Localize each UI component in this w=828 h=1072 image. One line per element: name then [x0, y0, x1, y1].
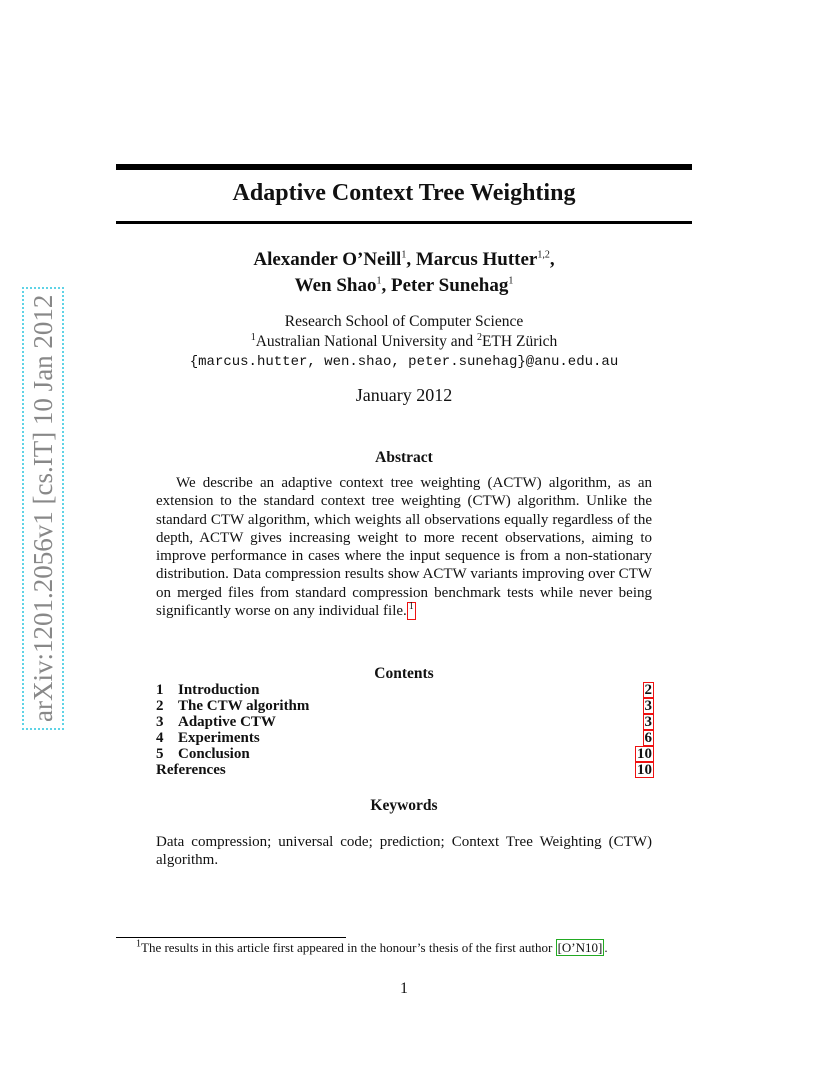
toc-number: 2 — [156, 698, 164, 714]
title-rule-top — [116, 164, 692, 170]
arxiv-stamp[interactable]: arXiv:1201.2056v1 [cs.IT] 10 Jan 2012 — [22, 287, 64, 730]
author-affil-mark: 1 — [508, 275, 514, 287]
footnote-link[interactable] — [407, 602, 416, 620]
toc-page-link[interactable]: 3 — [644, 714, 652, 730]
table-of-contents — [156, 682, 654, 778]
toc-entry[interactable] — [156, 762, 654, 778]
page-number: 1 — [400, 980, 408, 997]
author-name: Marcus Hutter — [415, 249, 538, 270]
toc-page-link[interactable]: 3 — [644, 698, 652, 714]
footnote-mark: 1 — [136, 938, 141, 950]
toc-label: Conclusion — [178, 746, 250, 762]
affiliation-eth: ETH Zürich — [481, 333, 558, 350]
toc-number: 1 — [156, 682, 164, 698]
toc-entry[interactable] — [156, 714, 654, 730]
toc-entry[interactable] — [156, 730, 654, 746]
footnote-text: The results in this article first appeared in the honour’s thesis of the first author — [141, 940, 556, 955]
affiliation-school: Research School of Computer Science — [284, 313, 524, 330]
affiliations — [116, 312, 692, 372]
author-affil-mark: 1,2 — [537, 249, 550, 261]
abstract-text: We describe an adaptive context tree weighting (ACTW) algorithm, as an extension to the standard context tree weighting (CTW) algorithm. Unlike the standard CTW algorithm, which weights all observations equally regardless of the depth, ACTW gives increasing weight to more recent observations, aiming to improve performance in cases where the input sequence is from a non-stationary distribution. Data compression results show ACTW variants improving over CTW on merged files from standard compression benchmark tests while never being significantly worse on any individual file. — [156, 475, 652, 620]
affil-mark: 1 — [250, 331, 256, 343]
toc-number: 4 — [156, 730, 164, 746]
toc-page-link[interactable]: 10 — [637, 762, 652, 778]
toc-page-link[interactable]: 10 — [637, 746, 652, 762]
contents-heading: Contents — [374, 665, 434, 682]
paper-title: Adaptive Context Tree Weighting — [232, 180, 576, 206]
toc-label: Introduction — [178, 682, 260, 698]
footnote — [136, 940, 696, 956]
author-name: Peter Sunehag — [391, 275, 509, 296]
affil-mark: 2 — [476, 331, 482, 343]
toc-label: References — [156, 762, 226, 778]
author-name: Wen Shao — [294, 275, 377, 296]
keywords-heading: Keywords — [370, 797, 438, 814]
footnote-mark: 1 — [408, 601, 414, 613]
toc-label: The CTW algorithm — [178, 698, 310, 714]
author-affil-mark: 1 — [401, 249, 407, 261]
footnote-rule — [116, 937, 346, 938]
title-rule-bottom — [116, 221, 692, 224]
keywords-text: Data compression; universal code; prediction; Context Tree Weighting (CTW) algorithm. — [156, 834, 652, 869]
toc-entry[interactable] — [156, 746, 654, 762]
abstract-body — [156, 474, 652, 620]
toc-page-link[interactable]: 6 — [644, 730, 652, 746]
author-emails: {marcus.hutter, wen.shao, peter.sunehag}@anu.edu.au — [189, 354, 619, 370]
toc-entry[interactable] — [156, 682, 654, 698]
paper-date: January 2012 — [355, 385, 453, 405]
footnote-end: . — [604, 940, 608, 955]
author-name: Alexander O’Neill — [253, 249, 402, 270]
author-list — [116, 247, 692, 299]
toc-page-link[interactable]: 2 — [644, 682, 652, 698]
abstract-heading: Abstract — [375, 449, 433, 466]
citation-link[interactable]: [O’N10] — [557, 940, 603, 955]
affiliation-institutions — [116, 332, 692, 352]
toc-entry[interactable] — [156, 698, 654, 714]
author-line-2: Wen Shao$^1$, Peter Sunehag$^1$ — [294, 275, 514, 296]
toc-label: Experiments — [178, 730, 260, 746]
toc-label: Adaptive CTW — [178, 714, 276, 730]
author-line-1: Alexander O’Neill$^1$, Marcus Hutter$^{1,2}$, — [253, 249, 555, 270]
affiliation-anu: Australian National University and — [255, 333, 477, 350]
toc-number: 3 — [156, 714, 164, 730]
author-affil-mark: 1 — [376, 275, 382, 287]
toc-number: 5 — [156, 746, 164, 762]
